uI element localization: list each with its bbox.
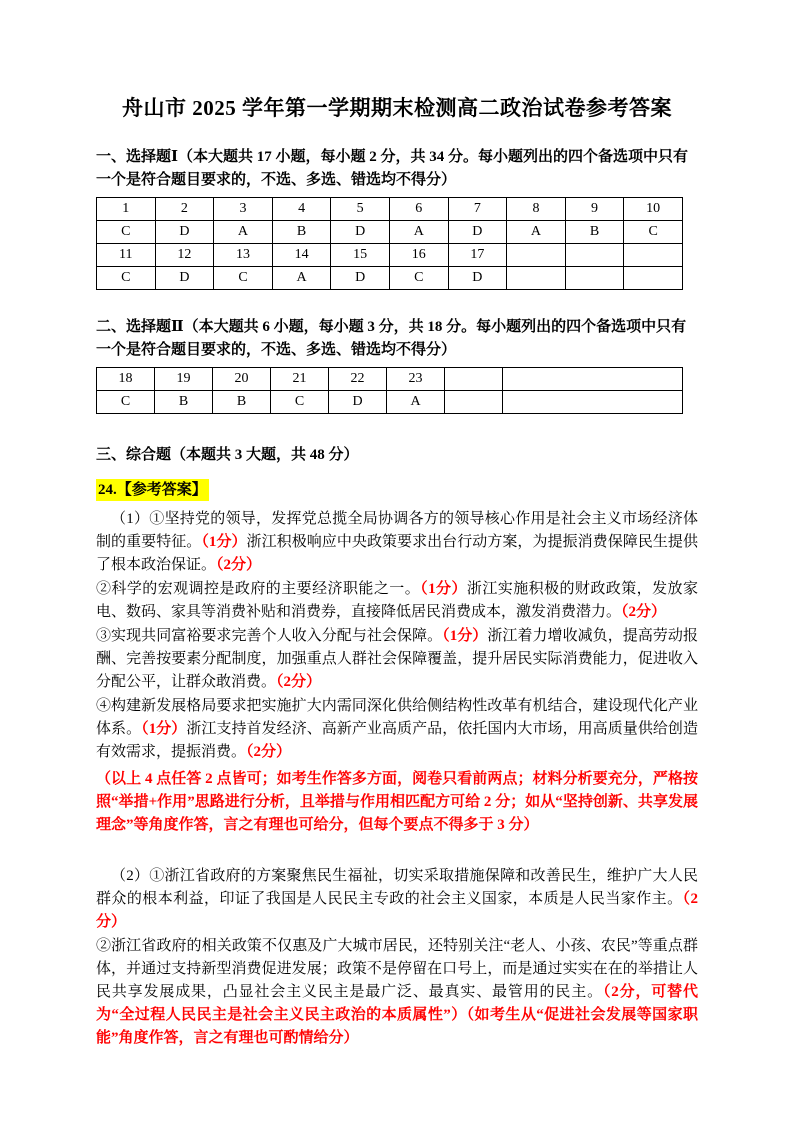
- answer-table-cell: D: [155, 221, 214, 244]
- answer-table-cell: A: [272, 267, 331, 290]
- answer-table-row: [97, 368, 683, 391]
- answer-text-segment: 浙江积极响应中央政策要求出台行动方案，为提振消费保障民生提供了根本政治保证。: [96, 534, 698, 573]
- answer-table-cell: [624, 267, 683, 290]
- answer-table-cell: 18: [97, 368, 155, 391]
- answer-table-cell: [624, 244, 683, 267]
- answer-paragraph: [96, 865, 698, 934]
- answer-table-cell: [565, 244, 624, 267]
- section3-heading: 三、综合题（本题共 3 大题，共 48 分）: [96, 447, 359, 463]
- answer-table-cell: B: [272, 221, 331, 244]
- choice-table-2: [96, 367, 683, 414]
- answer-table-cell: 20: [213, 368, 271, 391]
- answer-table-cell: D: [331, 267, 390, 290]
- scoring-note-segment: （2分）: [621, 604, 667, 620]
- answer-table-cell: D: [448, 221, 507, 244]
- answer-table-cell: [565, 267, 624, 290]
- document-title: 舟山市 2025 学年第一学期期末检测高二政治试卷参考答案: [122, 96, 672, 120]
- scoring-note-segment: （2分，可替代为“全过程人民民主是社会主义民主政治的本质属性”）（如考生从“促进社会发展等国家职能”角度作答，言之有理也可酌情给分）: [96, 984, 698, 1046]
- answer-text-segment: ②浙江省政府的相关政策不仅惠及广大城市居民，还特别关注“老人、小孩、农民”等重点群体，并通过支持新型消费促进发展；政策不是停留在口号上，而是通过实实在在的举措让人民共享发展成果，凸显社会主义民主是最广泛、最真实、最管用的民主。: [96, 938, 698, 1000]
- choice-table-2-body: [97, 368, 683, 414]
- answer-table-cell: C: [97, 391, 155, 414]
- scoring-note-segment: （2分）: [216, 557, 262, 573]
- answer-paragraph: [96, 508, 698, 577]
- answer-table-cell: C: [624, 221, 683, 244]
- answer-paragraph: [96, 625, 698, 694]
- answer-table-cell: 21: [271, 368, 329, 391]
- scoring-note-segment: （1分）: [201, 534, 247, 550]
- answer-table-cell: [503, 368, 683, 391]
- answer-table-cell: 2: [155, 198, 214, 221]
- answer-table-cell: D: [329, 391, 387, 414]
- scoring-note-segment: （1分）: [141, 721, 187, 737]
- answer-table-cell: 16: [389, 244, 448, 267]
- answer-table-cell: A: [387, 391, 445, 414]
- question-24-label: 24.【参考答案】: [96, 479, 209, 501]
- answer-table-cell: 8: [507, 198, 566, 221]
- section1-heading: 一、选择题Ⅰ（本大题共 17 小题，每小题 2 分，共 34 分。每小题列出的四个备选项中只有一个是符合题目要求的，不选、多选、错选均不得分）: [96, 149, 689, 188]
- answer-table-row: [97, 244, 683, 267]
- answer-table-cell: 12: [155, 244, 214, 267]
- scoring-note-segment: （以上 4 点任答 2 点皆可；如考生作答多方面，阅卷只看前两点；材料分析要充分，严格按照“举措+作用”思路进行分析，且举措与作用相匹配方可给 2 分；如从“坚持创新、共享发展理念”等角度作答，言之有理也可给分，但每个要点不得多于 3 分）: [96, 771, 698, 833]
- answer-table-cell: 9: [565, 198, 624, 221]
- scoring-note-segment: （1分）: [442, 628, 488, 644]
- scoring-note-segment: （2分）: [246, 744, 292, 760]
- scoring-note-segment: （2分）: [276, 674, 322, 690]
- answer-paragraph: [96, 578, 698, 624]
- answer-table-cell: C: [271, 391, 329, 414]
- answer-table-cell: 1: [97, 198, 156, 221]
- section2-heading: 二、选择题Ⅱ（本大题共 6 小题，每小题 3 分，共 18 分。每小题列出的四个备选项中只有一个是符合题目要求的，不选、多选、错选均不得分）: [96, 319, 687, 358]
- answer-table-cell: C: [214, 267, 273, 290]
- answer-table-cell: A: [214, 221, 273, 244]
- answer-table-cell: 5: [331, 198, 390, 221]
- answer-text-segment: （1）①坚持党的领导，发挥党总揽全局协调各方的领导核心作用是社会主义市场经济体制的重要特征。: [96, 511, 698, 550]
- answer-text-segment: ③实现共同富裕要求完善个人收入分配与社会保障。: [96, 628, 443, 644]
- answer-table-cell: C: [97, 221, 156, 244]
- answer-paragraph: [96, 768, 698, 837]
- answer-table-cell: [507, 267, 566, 290]
- answer-table-cell: B: [565, 221, 624, 244]
- answer-text-segment: 浙江支持首发经济、高新产业高质产品，依托国内大市场，用高质量供给创造有效需求，提振消费。: [96, 721, 698, 760]
- answer-table-cell: 23: [387, 368, 445, 391]
- scoring-note-segment: （1分）: [420, 581, 467, 597]
- answer-table-cell: 4: [272, 198, 331, 221]
- answer-text-segment: 浙江着力增收减负，提高劳动报酬、完善按要素分配制度，加强重点人群社会保障覆盖，提升居民实际消费能力，促进收入分配公平，让群众敢消费。: [96, 628, 698, 690]
- choice-table-1-body: [97, 198, 683, 290]
- answer-table-cell: [503, 391, 683, 414]
- answer-paragraph: [96, 695, 698, 764]
- answer-table-cell: 19: [155, 368, 213, 391]
- answer-text-segment: 浙江实施积极的财政政策，发放家电、数码、家具等消费补贴和消费券，直接降低居民消费成本，激发消费潜力。: [96, 581, 698, 620]
- answer-table-row: [97, 391, 683, 414]
- answer-table-cell: [507, 244, 566, 267]
- answer-table-cell: B: [213, 391, 271, 414]
- answer-text-segment: ④构建新发展格局要求把实施扩大内需同深化供给侧结构性改革有机结合，建设现代化产业体系。: [96, 698, 698, 737]
- answer-table-cell: A: [507, 221, 566, 244]
- answer-table-cell: D: [448, 267, 507, 290]
- answer-table-cell: 14: [272, 244, 331, 267]
- answer-table-cell: C: [389, 267, 448, 290]
- answer-table-cell: 17: [448, 244, 507, 267]
- answer-table-cell: 10: [624, 198, 683, 221]
- question-24-answer-body: [96, 508, 698, 1050]
- answer-text-segment: ②科学的宏观调控是政府的主要经济职能之一。: [96, 581, 421, 597]
- answer-table-cell: 7: [448, 198, 507, 221]
- answer-table-cell: [445, 391, 503, 414]
- answer-table-cell: C: [97, 267, 156, 290]
- answer-table-cell: A: [389, 221, 448, 244]
- answer-table-row: [97, 221, 683, 244]
- answer-table-cell: 15: [331, 244, 390, 267]
- answer-table-cell: 13: [214, 244, 273, 267]
- answer-table-cell: 11: [97, 244, 156, 267]
- choice-table-1: [96, 197, 683, 290]
- answer-table-cell: 6: [389, 198, 448, 221]
- answer-text-segment: （2）①浙江省政府的方案聚焦民生福祉，切实采取措施保障和改善民生，维护广大人民群众的根本利益，印证了我国是人民民主专政的社会主义国家，本质是人民当家作主。: [96, 868, 698, 907]
- answer-table-cell: 3: [214, 198, 273, 221]
- answer-table-cell: 22: [329, 368, 387, 391]
- answer-paragraph: [96, 935, 698, 1050]
- answer-table-cell: D: [331, 221, 390, 244]
- answer-table-cell: [445, 368, 503, 391]
- answer-table-row: [97, 267, 683, 290]
- scoring-note-segment: （2分）: [96, 891, 698, 930]
- answer-table-cell: B: [155, 391, 213, 414]
- answer-table-cell: D: [155, 267, 214, 290]
- question-24-header: [96, 479, 698, 501]
- answer-table-row: [97, 198, 683, 221]
